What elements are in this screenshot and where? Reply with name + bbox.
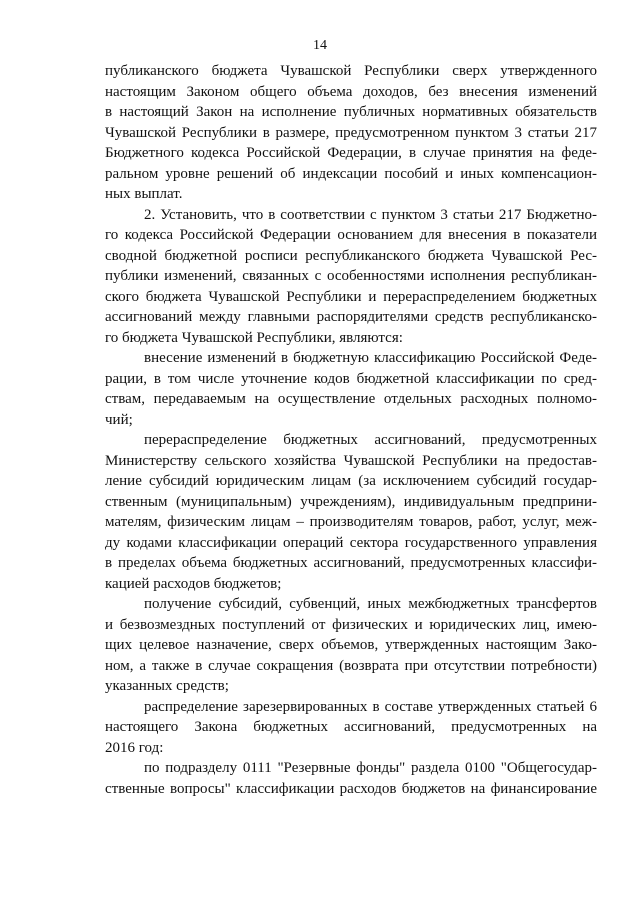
text-line: кацией расходов бюджетов;: [105, 575, 282, 592]
text-line: ду кодами классификации операций сектора государственного управления: [105, 534, 597, 551]
text-line: и безвозмездных поступлений от физических и юридических лиц, имею-: [105, 616, 597, 633]
text-line: ского бюджета Чувашской Республики и перераспределением бюджетных: [105, 288, 597, 305]
text-line: перераспределение бюджетных ассигнований, предусмотренных: [144, 432, 597, 448]
text-line: ных выплат.: [105, 186, 183, 202]
text-line: ствам, передаваемым на осуществление отдельных расходных полномо-: [105, 391, 597, 407]
paragraph: [105, 697, 597, 759]
text-line: публики изменений, связанных с особенностями исполнения республикан-: [105, 268, 597, 284]
text-line: публиканского бюджета Чувашской Республики сверх утвержденного: [105, 63, 597, 79]
text-line: 2016 год:: [105, 739, 164, 756]
text-line: Бюджетного кодекса Российской Федерации, в случае принятия на феде-: [105, 145, 597, 161]
text-line: в настоящий Закон на исполнение публичных нормативных обязательств: [105, 104, 597, 120]
text-line: распределение зарезервированных в составе утвержденных статьей 6: [144, 698, 597, 715]
text-line: го кодекса Российской Федерации основанием для внесения в показатели: [105, 227, 597, 243]
text-line: ление субсидий юридическим лицам (за исключением субсидий государ-: [105, 473, 597, 489]
text-line: настоящего Закона бюджетных ассигнований, предусмотренных на: [105, 719, 597, 735]
text-line: настоящим Законом общего объема доходов, без внесения изменений: [105, 83, 597, 100]
text-line: в пределах объема бюджетных ассигнований, предусмотренных классифи-: [105, 555, 597, 571]
text-line: внесение изменений в бюджетную классификацию Российской Феде-: [144, 350, 597, 366]
text-line: го бюджета Чувашской Республики, являются:: [105, 329, 403, 346]
text-line: Чувашской Республики в размере, предусмотренном пунктом 3 статьи 217: [105, 124, 597, 141]
paragraph: [105, 61, 597, 205]
paragraph: [105, 348, 597, 430]
text-line: щих целевое назначение, сверх объемов, утвержденных настоящим Зако-: [105, 637, 597, 653]
text-line: получение субсидий, субвенций, иных межбюджетных трансфертов: [144, 596, 597, 612]
text-line: 2. Установить, что в соответствии с пунктом 3 статьи 217 Бюджетно-: [144, 206, 597, 223]
text-line: ассигнований между главными распорядителями средств республиканско-: [105, 309, 597, 325]
text-line: ственным (муниципальным) учреждениям), индивидуальным предприни-: [105, 493, 597, 510]
text-line: мателям, физическим лицам – производителям товаров, работ, услуг, меж-: [105, 514, 597, 530]
text-line: рации, в том числе уточнение кодов бюджетной классификации по сред-: [105, 370, 597, 387]
text-line: сводной бюджетной росписи республиканского бюджета Чувашской Рес-: [105, 247, 597, 264]
text-line: ральном уровне решений об индексации пособий и иных компенсацион-: [105, 165, 597, 182]
page-number: 14: [313, 38, 327, 53]
paragraph: [105, 430, 597, 594]
text-line: чий;: [105, 411, 133, 428]
document-body: [105, 61, 597, 799]
paragraph: [105, 758, 597, 799]
text-line: по подразделу 0111 "Резервные фонды" раздела 0100 "Общегосудар-: [144, 760, 597, 776]
text-line: ственные вопросы" классификации расходов бюджетов на финансирование: [105, 780, 597, 797]
paragraph: [105, 205, 597, 349]
text-line: Министерству сельского хозяйства Чувашской Республики на предостав-: [105, 452, 597, 469]
text-line: указанных средств;: [105, 678, 229, 694]
paragraph: [105, 594, 597, 697]
text-line: ном, а также в случае сокращения (возврата при отсутствии потребности): [105, 657, 597, 674]
